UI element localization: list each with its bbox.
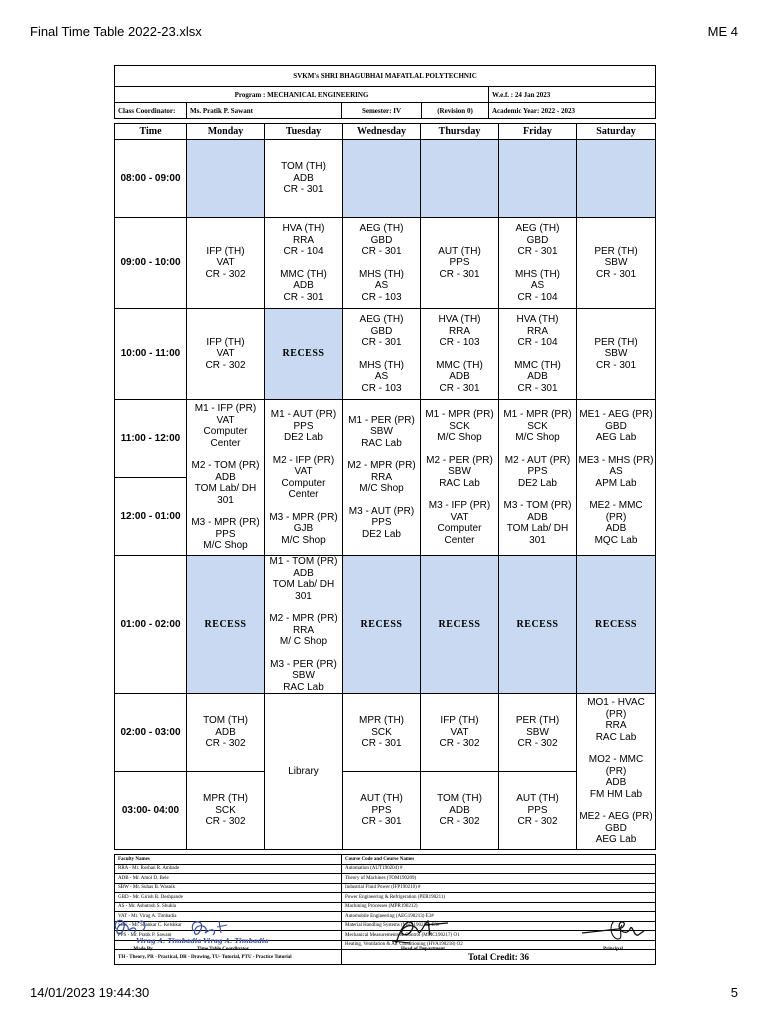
cell-line: TOM Lab/ DH	[272, 579, 335, 590]
cell-gap	[266, 602, 341, 613]
hod-label: Head of Department	[401, 947, 445, 952]
cell-line: M1 - MPR (PR)	[425, 409, 494, 420]
svg-text:Virag A. Timbadia: Virag A. Timbadia	[203, 937, 269, 945]
faculty-entry: ADB - Mr. Amol D. Bele	[115, 874, 342, 884]
cell-line: IFP (TH)	[206, 336, 245, 348]
cell-line: GBD	[605, 822, 627, 834]
cell-line: GBD	[526, 234, 549, 246]
cell-line: TOM Lab/ DH	[506, 523, 569, 534]
cell-line: MMC (TH)	[280, 268, 327, 280]
cell-line: MPR (TH)	[203, 793, 248, 805]
cell-line: PPS	[527, 466, 548, 477]
cell-line: VAT	[216, 257, 235, 269]
cell-gap	[578, 743, 654, 754]
cell-gap	[578, 489, 654, 500]
cell-line: VAT	[216, 348, 235, 360]
cell-line: ADB	[449, 804, 470, 816]
cell-line: GBD	[605, 420, 627, 432]
cell-line: ADB	[605, 777, 627, 789]
cell-line: CR - 302	[205, 816, 246, 828]
cell-line: M2 - AUT (PR)	[504, 454, 571, 466]
cell-line: MHS (TH)	[359, 359, 404, 371]
cell-line: APM Lab	[595, 477, 637, 489]
cell-line: AS	[374, 280, 389, 291]
academic-year: Academic Year: 2022 - 2023	[489, 103, 656, 119]
cell-line: AEG (TH)	[359, 314, 404, 325]
course-entry: Mechanical Measurements & Control (MMC190217) O1	[342, 931, 656, 941]
lab-slot	[265, 400, 343, 556]
cell-line: PER (TH)	[594, 336, 638, 348]
cell-line: ADB	[293, 280, 314, 291]
cell-line: PPS	[527, 804, 548, 816]
cell-line: RAC Lab	[439, 477, 480, 489]
cell-line: TOM (TH)	[203, 715, 248, 727]
cell-line: MO2 - MMC	[588, 754, 644, 766]
class-slot	[265, 218, 343, 309]
cell-line: RRA	[292, 234, 315, 246]
faculty-entry: AS - Mr. Ashutosh S. Shukla	[115, 902, 342, 912]
cell-line: CR - 103	[361, 382, 402, 394]
row-0200	[115, 694, 656, 772]
empty-slot	[343, 140, 421, 218]
signature-hod	[388, 915, 458, 952]
time-slot: 09:00 - 10:00	[115, 218, 187, 309]
total-credit: Total Credit: 36	[342, 950, 656, 965]
cell-line: IFP (TH)	[440, 715, 479, 727]
cell-line: AEG (TH)	[515, 223, 560, 234]
cell-line: M/C Shop	[359, 483, 404, 495]
course-entry: Material Handling Systems (MHS190216) E3#	[342, 921, 656, 931]
recess-slot: RECESS	[187, 556, 265, 694]
cell-gap	[188, 449, 263, 460]
cell-line: M/ C Shop	[279, 636, 328, 647]
signature-image	[388, 915, 458, 947]
cell-line: AUT (TH)	[360, 793, 403, 805]
col-wednesday: Wednesday	[343, 124, 421, 140]
signature-principal	[578, 915, 648, 952]
col-tuesday: Tuesday	[265, 124, 343, 140]
cell-line: AEG Lab	[595, 432, 637, 443]
cell-line: MHS (TH)	[359, 268, 404, 280]
cell-line: CR - 104	[517, 291, 558, 303]
cell-line: ME1 - AEG (PR)	[579, 409, 653, 420]
cell-line: ADB	[527, 511, 548, 523]
cell-line: M1 - TOM (PR)	[269, 556, 338, 567]
cell-line: M3 - MPR (PR)	[191, 517, 260, 529]
page-number: 5	[730, 985, 738, 1000]
cell-line: FM HM Lab	[589, 788, 643, 800]
cell-line: MPR (TH)	[359, 715, 404, 727]
cell-line: MMC (TH)	[514, 359, 561, 371]
cell-line: ME3 - MHS (PR)	[578, 454, 654, 466]
course-entry: Machining Processes (MPR190212)	[342, 902, 656, 912]
cell-line: M3 - AUT (PR)	[348, 505, 415, 517]
cell-line: HVA (TH)	[516, 314, 559, 325]
course-entry: Heating, Ventilation & Air Conditioning (HVA190218) O2	[342, 940, 656, 950]
cell-line: SBW	[370, 426, 393, 438]
cell-line: RAC Lab	[283, 681, 324, 693]
empty-slot	[499, 140, 577, 218]
col-friday: Friday	[499, 124, 577, 140]
class-slot	[499, 772, 577, 850]
time-slot: 08:00 - 09:00	[115, 140, 187, 218]
empty-slot	[421, 140, 499, 218]
row-1100	[115, 400, 656, 478]
faculty-entry: RRA - Mr. Roshan R. Ambade	[115, 864, 342, 874]
cell-line: TOM (TH)	[437, 793, 482, 805]
cell-line: CR - 302	[439, 816, 480, 828]
cell-line: AEG (TH)	[359, 223, 404, 234]
cell-line: RAC Lab	[361, 437, 402, 449]
cell-line: CR - 301	[595, 268, 636, 280]
cell-gap	[578, 800, 654, 811]
lab-slot	[187, 400, 265, 556]
cell-line: RRA	[448, 325, 471, 337]
empty-slot	[577, 140, 656, 218]
cell-line: AS	[609, 466, 623, 477]
recess-slot: RECESS	[343, 556, 421, 694]
lab-slot	[265, 556, 343, 694]
cell-line: PPS	[371, 804, 392, 816]
cell-line: AUT (TH)	[516, 793, 559, 805]
cell-line: MMC (TH)	[436, 359, 483, 371]
class-slot	[421, 772, 499, 850]
cell-line: M2 - IFP (PR)	[272, 454, 335, 466]
cell-gap	[500, 258, 575, 269]
cell-gap	[266, 648, 341, 659]
program-name: Program : MECHANICAL ENGINEERING	[115, 87, 489, 103]
legend-row	[115, 864, 656, 874]
lab-slot	[421, 400, 499, 556]
cell-line: CR - 301	[361, 337, 402, 348]
schedule-table	[114, 123, 656, 850]
cell-gap	[344, 449, 419, 460]
cell-line: SCK	[449, 420, 470, 432]
signature-image	[183, 915, 269, 947]
cell-line: M/C Shop	[203, 540, 248, 552]
class-slot	[187, 309, 265, 400]
class-slot	[421, 218, 499, 309]
cell-line: CR - 301	[361, 816, 402, 828]
cell-line: IFP (TH)	[206, 245, 245, 257]
cell-line: AS	[374, 371, 389, 382]
semester: Semester: IV	[342, 103, 422, 119]
cell-line: MHS (TH)	[515, 268, 560, 280]
cell-gap	[266, 258, 341, 269]
cell-line: RRA	[526, 325, 549, 337]
course-entry: Industrial Fluid Power (IFP190210) #	[342, 883, 656, 893]
cell-gap	[344, 349, 419, 360]
cell-gap	[266, 444, 341, 455]
cell-line: HVA (TH)	[438, 314, 481, 325]
cell-gap	[500, 444, 575, 455]
class-slot	[577, 218, 656, 309]
cell-line: MO1 - HVAC	[587, 697, 645, 709]
cell-line: GJB	[293, 523, 314, 534]
course-title: Course Code and Course Names	[342, 855, 656, 865]
recess-slot: RECESS	[499, 556, 577, 694]
coordinator-name: Ms. Pratik P. Sawant	[187, 103, 342, 119]
cell-line: ADB	[449, 371, 470, 382]
header-table	[114, 65, 656, 119]
cell-line: PPS	[449, 257, 470, 269]
course-entry: Automobile Engineering (AEG190213) E3#	[342, 912, 656, 922]
cell-gap	[500, 349, 575, 360]
cell-line: CR - 301	[517, 246, 558, 257]
class-slot	[343, 218, 421, 309]
cell-line: VAT	[450, 726, 469, 738]
empty-slot	[187, 140, 265, 218]
cell-line: CR - 103	[361, 291, 402, 303]
faculty-entry: GBD - Mr. Girish B. Deshpande	[115, 893, 342, 903]
cell-line: M2 - PER (PR)	[426, 454, 493, 466]
cell-line: SBW	[604, 257, 628, 269]
cell-line: Computer Center	[437, 523, 482, 546]
cell-line: CR - 301	[361, 738, 402, 750]
cell-gap	[578, 444, 654, 455]
lab-slot	[499, 400, 577, 556]
cell-line: CR - 302	[517, 816, 558, 828]
faculty-title: Faculty Names	[115, 855, 342, 865]
cell-line: GBD	[370, 234, 393, 246]
recess-slot: RECESS	[265, 309, 343, 400]
day-header-row	[115, 124, 656, 140]
cell-line: M2 - MPR (PR)	[347, 460, 416, 472]
lab-slot	[577, 694, 656, 850]
cell-line: CR - 301	[439, 268, 480, 280]
class-slot	[421, 694, 499, 772]
cell-line: (PR)	[605, 511, 627, 523]
cell-gap	[422, 444, 497, 455]
col-saturday: Saturday	[577, 124, 656, 140]
institute-name: SVKM's SHRI BHAGUBHAI MAFATLAL POLYTECHNIC	[115, 66, 656, 87]
cell-line: CR - 302	[205, 738, 246, 750]
cell-line: M3 - IFP (PR)	[428, 500, 491, 511]
faculty-entry: SBW - Mr. Suhas B. Wasnik	[115, 883, 342, 893]
signature-image	[578, 915, 648, 947]
cell-line: M2 - TOM (PR)	[191, 460, 260, 472]
principal-label: Principal	[603, 947, 623, 952]
file-name: Final Time Table 2022-23.xlsx	[30, 24, 202, 39]
sheet-label: ME 4	[707, 24, 738, 39]
col-monday: Monday	[187, 124, 265, 140]
recess-slot: RECESS	[577, 556, 656, 694]
class-slot	[343, 694, 421, 772]
cell-line: HVA (TH)	[282, 223, 325, 234]
cell-line: GBD	[370, 325, 393, 337]
cell-line: CR - 301	[361, 246, 402, 257]
cell-line: ADB	[293, 172, 314, 184]
cell-line: AUT (TH)	[438, 245, 481, 257]
cell-line: M1 - IFP (PR)	[194, 403, 257, 415]
class-slot	[265, 140, 343, 218]
cell-line: SCK	[215, 804, 236, 816]
time-slot: 10:00 - 11:00	[115, 309, 187, 400]
cell-line: CR - 301	[283, 291, 324, 303]
cell-line: DE2 Lab	[362, 528, 401, 540]
cell-line: SBW	[604, 348, 628, 360]
recess-slot: RECESS	[421, 556, 499, 694]
cell-line: M/C Shop	[281, 534, 326, 546]
class-slot	[499, 694, 577, 772]
cell-gap	[422, 489, 497, 500]
cell-line: VAT	[450, 511, 469, 523]
cell-line: ME2 - AEG (PR)	[579, 811, 653, 823]
cell-line: M1 - MPR (PR)	[503, 409, 572, 420]
cell-line: ADB	[215, 471, 236, 483]
cell-line: CR - 301	[283, 184, 324, 196]
cell-line: CR - 301	[517, 382, 558, 394]
cell-gap	[266, 501, 341, 512]
cell-line: M1 - AUT (PR)	[270, 409, 337, 420]
course-entry: Automation (AUT190204) #	[342, 864, 656, 874]
cell-line: CR - 302	[517, 738, 558, 750]
cell-line: M3 - PER (PR)	[270, 658, 337, 670]
cell-line: (PR)	[605, 708, 627, 720]
cell-line: ADB	[527, 371, 548, 382]
timetable-sheet	[114, 65, 655, 965]
cell-line: ADB	[215, 726, 236, 738]
class-slot	[421, 309, 499, 400]
cell-line: M3 - MPR (PR)	[269, 511, 338, 523]
class-slot	[499, 309, 577, 400]
legend-row	[115, 883, 656, 893]
cell-line: ADB	[293, 567, 314, 579]
cell-gap	[500, 489, 575, 500]
cell-line: DE2 Lab	[284, 432, 323, 443]
cell-line: TOM (TH)	[281, 161, 326, 173]
signature-image	[108, 915, 202, 947]
signature-made-by	[108, 915, 202, 952]
faculty-entry: PPS - Mr. Pratik P. Sawant	[115, 931, 342, 941]
cell-line: SBW	[292, 670, 315, 681]
cell-line: MQC Lab	[594, 534, 638, 546]
legend-row	[115, 893, 656, 903]
row-0300	[115, 772, 656, 850]
cell-gap	[422, 349, 497, 360]
cell-line: VAT	[294, 466, 313, 477]
cell-line: Computer Center	[203, 426, 248, 449]
print-timestamp: 14/01/2023 19:44:30	[30, 985, 150, 1000]
cell-line: SCK	[527, 420, 548, 432]
row-0800	[115, 140, 656, 218]
row-1000	[115, 309, 656, 400]
cell-line: CR - 301	[595, 359, 636, 371]
lab-slot	[577, 400, 656, 556]
cell-line: CR - 301	[439, 382, 480, 394]
cell-line: M/C Shop	[515, 432, 560, 443]
class-slot	[577, 309, 656, 400]
faculty-entry: VAT - Mr. Virag A. Timbadia	[115, 912, 342, 922]
cell-line: CR - 302	[205, 268, 246, 280]
cell-gap	[344, 495, 419, 506]
row-0100	[115, 556, 656, 694]
faculty-entry: SCK - Mr. Shankar C. Kelshkar	[115, 921, 342, 931]
class-slot	[187, 218, 265, 309]
class-slot	[343, 309, 421, 400]
cell-line: PPS	[371, 517, 392, 529]
coordinator-label: Time Table Coordinator	[197, 947, 249, 952]
legend-row	[115, 874, 656, 884]
cell-line: CR - 302	[439, 738, 480, 750]
signature-coordinator	[183, 915, 269, 952]
cell-line: M2 - MPR (PR)	[269, 613, 338, 624]
cell-line: CR - 103	[439, 337, 480, 348]
cell-line: M1 - PER (PR)	[348, 414, 415, 426]
made-by-label: Made By	[133, 947, 153, 952]
col-thursday: Thursday	[421, 124, 499, 140]
cell-line: TOM Lab/ DH	[194, 483, 257, 495]
cell-line: AS	[530, 280, 545, 291]
cell-line: ADB	[605, 523, 627, 534]
cell-line: AEG Lab	[595, 834, 637, 846]
cell-line: (PR)	[605, 765, 627, 777]
class-slot	[343, 772, 421, 850]
cell-line: DE2 Lab	[518, 477, 557, 489]
cell-line: RRA	[292, 624, 315, 636]
course-entry: Theory of Machines (TOM190209)	[342, 874, 656, 884]
cell-line: PER (TH)	[515, 715, 560, 727]
cell-line: M3 - TOM (PR)	[503, 500, 572, 511]
cell-line: CR - 104	[517, 337, 558, 348]
cell-line: CR - 104	[283, 246, 324, 257]
cell-line: PPS	[215, 528, 236, 540]
cell-line: PPS	[293, 420, 314, 432]
cell-line: ME2 - MMC	[589, 500, 643, 511]
cell-line: RAC Lab	[595, 731, 637, 743]
class-slot	[499, 218, 577, 309]
course-entry: Power Engineering & Refrigeration (PER190211)	[342, 893, 656, 903]
cell-line: VAT	[216, 414, 235, 426]
cell-line: 301	[529, 534, 546, 546]
wef-date: W.e.f. : 24 Jan 2023	[489, 87, 656, 103]
time-slot: 03:00- 04:00	[115, 772, 187, 850]
cell-line: SCK	[371, 726, 392, 738]
cell-line: Library	[288, 765, 319, 777]
cell-gap	[344, 258, 419, 269]
cell-line: CR - 302	[205, 359, 246, 371]
svg-text:Virag A. Timbadia: Virag A. Timbadia	[136, 937, 202, 945]
time-slot: 01:00 - 02:00	[115, 556, 187, 694]
lab-slot	[343, 400, 421, 556]
time-slot: 02:00 - 03:00	[115, 694, 187, 772]
cell-line: 301	[217, 494, 234, 506]
cell-line: Computer Center	[281, 477, 326, 500]
cell-line: SBW	[526, 726, 549, 738]
col-time: Time	[115, 124, 187, 140]
abbreviation-note: TH - Theory, PR - Practical, DR - Drawing, TU- Tutorial, PTU - Practice Tutorial	[115, 950, 342, 965]
row-0900	[115, 218, 656, 309]
library-slot	[265, 694, 343, 850]
cell-line: PER (TH)	[594, 245, 638, 257]
time-slot: 12:00 - 01:00	[115, 478, 187, 556]
revision: (Revision 0)	[422, 103, 489, 119]
time-slot: 11:00 - 12:00	[115, 400, 187, 478]
legend-row	[115, 902, 656, 912]
cell-line: 301	[295, 590, 312, 602]
cell-line: RRA	[370, 471, 393, 483]
cell-line: RRA	[605, 720, 627, 732]
cell-line: SBW	[448, 466, 471, 477]
cell-gap	[188, 506, 263, 517]
class-slot	[187, 694, 265, 772]
cell-line: M/C Shop	[437, 432, 482, 443]
class-slot	[187, 772, 265, 850]
coordinator-label: Class Coordinator:	[115, 103, 187, 119]
